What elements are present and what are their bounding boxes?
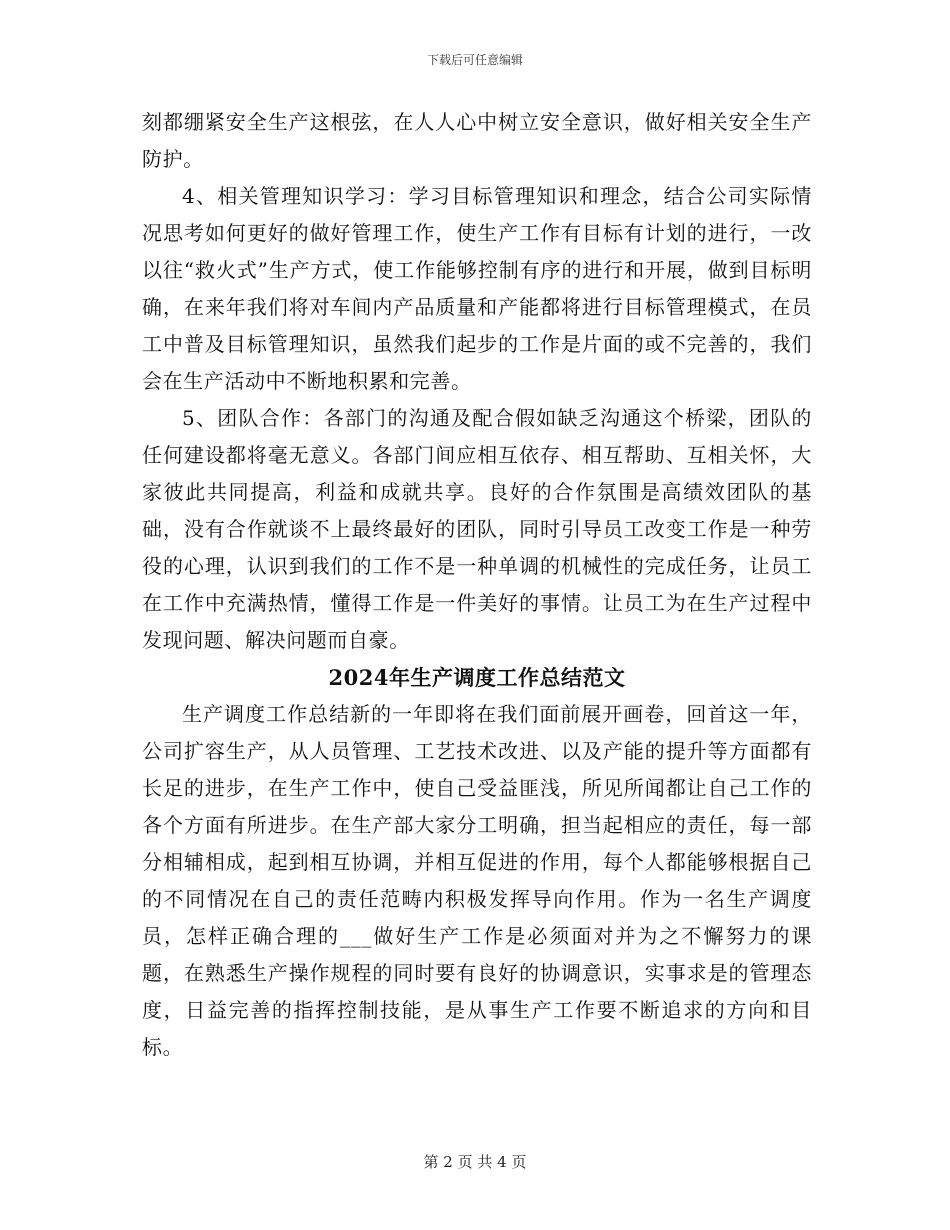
document-body [142, 104, 812, 1066]
section-title: 2024年生产调度工作总结范文 [328, 665, 626, 690]
paragraph-continuation: 刻都绷紧安全生产这根弦，在人人心中树立安全意识，做好相关安全生产防护。 [142, 110, 812, 171]
paragraph-summary: 生产调度工作总结新的一年即将在我们面前展开画卷，回首这一年，公司扩容生产，从人员管理、工艺技术改进、以及产能的提升等方面都有长足的进步，在生产工作中，使自己受益匪浅，所见所闻都让自己工作的各个方面有所进步。在生产部大家分工明确，担当起相应的责任，每一部分相辅相成，起到相互协调，并相互促进的作用，每个人都能够根据自己的不同情况在自己的责任范畴内积极发挥导向作用。作为一名生产调度员，怎样正确合理的___做好生产工作是必须面对并为之不懈努力的课题，在熟悉生产操作规程的同时要有良好的协调意识，实事求是的管理态度，日益完善的指挥控制技能，是从事生产工作要不断追求的方向和目标。 [142, 702, 812, 1059]
header-note: 下载后可任意编辑 [426, 53, 523, 67]
paragraph-team-cooperation: 5、团队合作：各部门的沟通及配合假如缺乏沟通这个桥梁，团队的任何建设都将毫无意义。各部门间应相互依存、相互帮助、互相关怀，大家彼此共同提高，利益和成就共享。良好的合作氛围是高绩效团队的基础，没有合作就谈不上最终最好的团队，同时引导员工改变工作是一种劳役的心理，认识到我们的工作不是一种单调的机械性的完成任务，让员工在工作中充满热情，懂得工作是一件美好的事情。让员工为在生产过程中发现问题、解决问题而自豪。 [142, 406, 812, 652]
paragraph-management-learning: 4、相关管理知识学习：学习目标管理知识和理念，结合公司实际情况思考如何更好的做好管理工作，使生产工作有目标有计划的进行，一改以往“救火式”生产方式，使工作能够控制有序的进行和开展，做到目标明确，在来年我们将对车间内产品质量和产能都将进行目标管理模式，在员工中普及目标管理知识，虽然我们起步的工作是片面的或不完善的，我们会在生产活动中不断地积累和完善。 [142, 184, 812, 393]
page-number: 第 2 页 共 4 页 [423, 1153, 527, 1171]
